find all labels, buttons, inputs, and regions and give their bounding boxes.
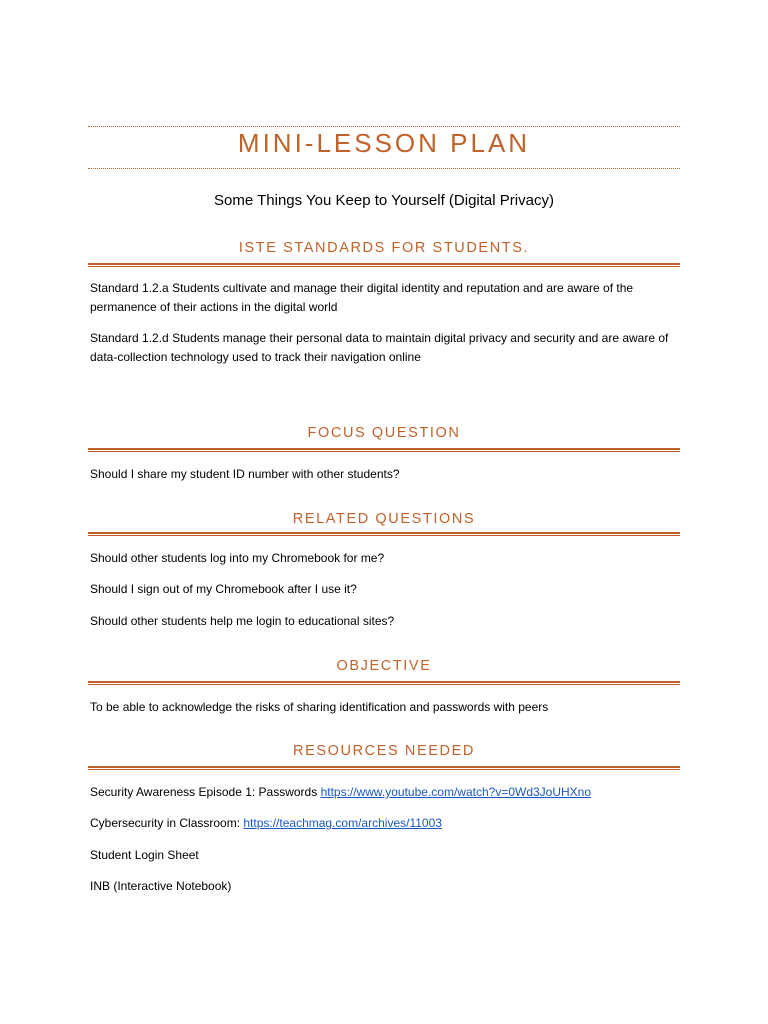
standard-item: [90, 279, 680, 317]
standard-label: Standard 1.2.a: [90, 281, 169, 295]
related-question: Should other students help me login to educational sites?: [90, 614, 395, 628]
resource-item: Student Login Sheet: [90, 848, 199, 862]
related-heading: RELATED QUESTIONS: [292, 511, 476, 527]
objective-heading: OBJECTIVE: [336, 658, 432, 674]
resource-item: INB (Interactive Notebook): [90, 879, 232, 893]
focus-rule: [88, 448, 680, 452]
resource-link[interactable]: https://teachmag.com/archives/11003: [243, 816, 442, 830]
resource-item: [90, 783, 680, 802]
standard-text: Students manage their personal data to maintain digital privacy and security and are aware of data-collection technology used to track their navigation online: [90, 331, 669, 364]
title-top-border: [88, 126, 680, 127]
resource-label: Cybersecurity in Classroom:: [90, 816, 244, 830]
standards-heading: ISTE STANDARDS FOR STUDENTS.: [238, 240, 530, 256]
objective-rule: [88, 681, 680, 685]
resources-heading: RESOURCES NEEDED: [293, 743, 475, 759]
focus-heading: FOCUS QUESTION: [307, 425, 461, 441]
related-question: Should I sign out of my Chromebook after I use it?: [90, 582, 357, 596]
lesson-subtitle: Some Things You Keep to Yourself (Digital Privacy): [214, 192, 554, 209]
standards-rule: [88, 263, 680, 267]
focus-question: Should I share my student ID number with other students?: [90, 467, 400, 481]
standard-label: Standard 1.2.d: [90, 331, 169, 345]
related-question: Should other students log into my Chromebook for me?: [90, 551, 385, 565]
standard-text: Students cultivate and manage their digital identity and reputation and are aware of the permanence of their actions in the digital world: [90, 281, 634, 314]
title-bottom-border: [88, 168, 680, 169]
related-rule: [88, 532, 680, 536]
resource-label: Security Awareness Episode 1: Passwords: [90, 785, 321, 799]
standard-item: [90, 329, 680, 367]
resources-rule: [88, 766, 680, 770]
resource-item: [90, 814, 680, 833]
page-title: MINI-LESSON PLAN: [237, 128, 531, 158]
objective-text: To be able to acknowledge the risks of sharing identification and passwords with peers: [90, 700, 549, 714]
resource-link[interactable]: https://www.youtube.com/watch?v=0Wd3JoUHXno: [320, 785, 592, 799]
